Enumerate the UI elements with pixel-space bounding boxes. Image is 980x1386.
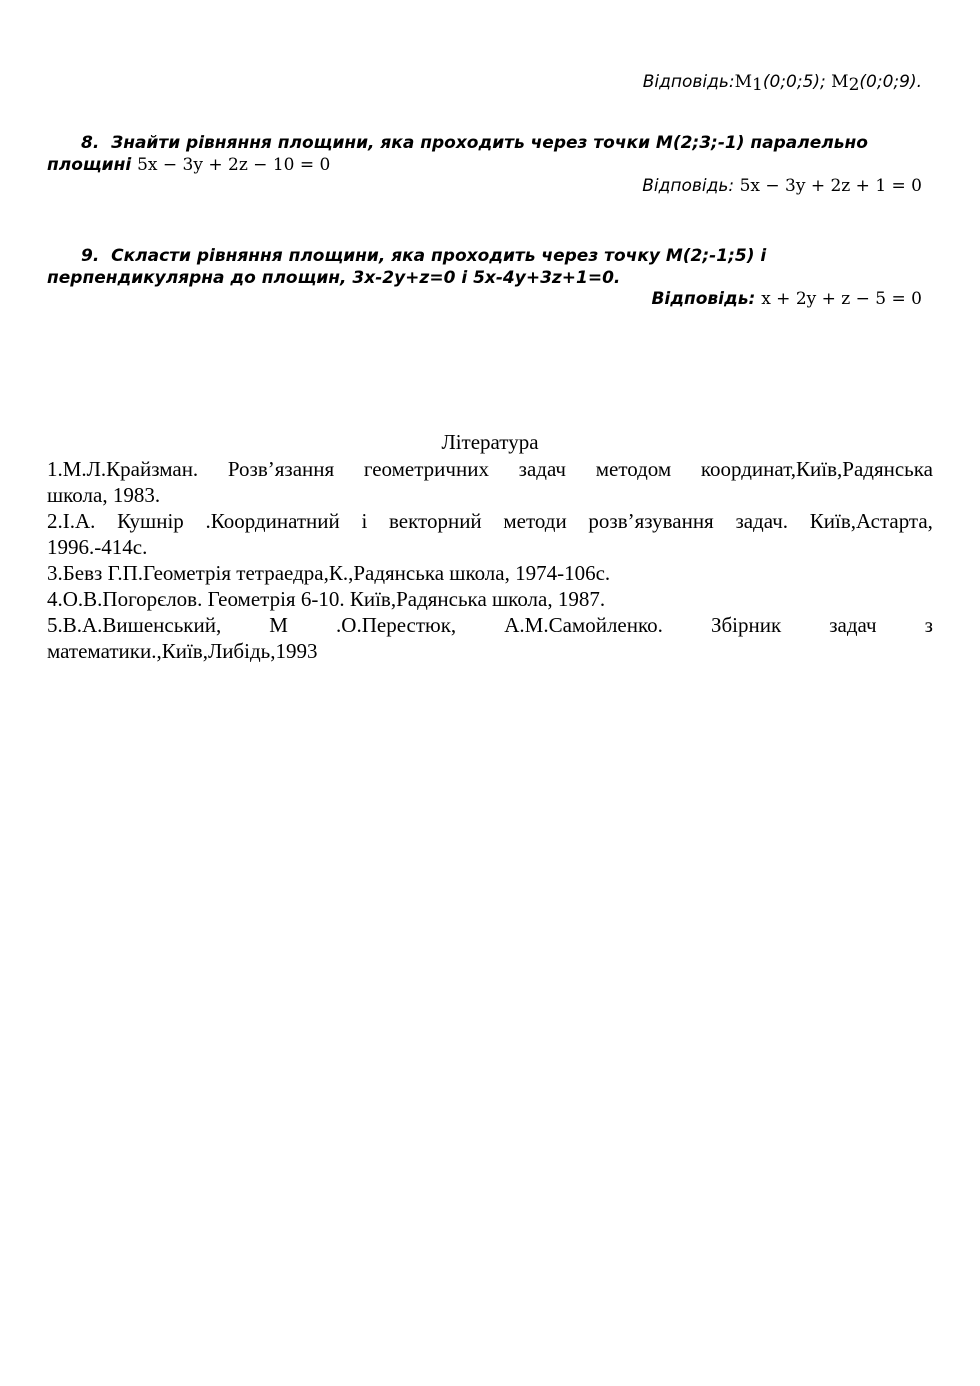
literature-item-2-line-2: 1996.-414с. bbox=[47, 535, 148, 559]
task-9-answer-equation: x + 2y + z − 5 = 0 bbox=[761, 289, 922, 309]
literature-word: координат,Київ,Радянська bbox=[700, 457, 933, 481]
literature-item-1-line-2: школа, 1983. bbox=[47, 483, 161, 507]
point-m1-coords: (0;0;5); bbox=[762, 72, 826, 92]
literature-item bbox=[47, 508, 933, 560]
literature-item bbox=[47, 586, 933, 612]
task-8-text: Знайти рівняння площини, яка проходить через точки М(2;3;-1) паралельно bbox=[111, 133, 868, 153]
literature-item-5-line-2: математики.,Київ,Либідь,1993 bbox=[47, 639, 318, 663]
task-8-equation: 5x − 3y + 2z − 10 = 0 bbox=[137, 155, 331, 175]
point-m1-subscript: 1 bbox=[752, 75, 763, 95]
literature-word: векторний bbox=[389, 509, 482, 533]
previous-answer bbox=[643, 72, 922, 95]
answer-label: Відповідь: bbox=[642, 72, 735, 92]
literature-item bbox=[47, 612, 933, 664]
literature-word: методи bbox=[503, 509, 567, 533]
literature-word: Київ,Астарта, bbox=[809, 509, 933, 533]
literature-word: геометричних bbox=[363, 457, 489, 481]
literature-word: з bbox=[924, 613, 933, 637]
literature-word: .Координатний bbox=[205, 509, 340, 533]
task-9-text: Скласти рівняння площини, яка проходить через точку М(2;-1;5) і bbox=[111, 246, 767, 266]
task-8-text-continued: площині bbox=[47, 155, 132, 175]
literature-word: Збірник bbox=[710, 613, 782, 637]
task-8-number: 8. bbox=[81, 133, 100, 153]
point-m2: M bbox=[831, 72, 849, 92]
literature-word: розв’язування bbox=[588, 509, 714, 533]
literature-word: методом bbox=[595, 457, 672, 481]
literature-item-3-line-1: 3.Бевз Г.П.Геометрія тетраедра,К.,Радянська школа, 1974-106с. bbox=[47, 561, 611, 585]
literature-item-1-line-1 bbox=[47, 456, 933, 482]
literature-word: задач. bbox=[735, 509, 789, 533]
literature-item bbox=[47, 456, 933, 508]
literature-word: і bbox=[361, 509, 368, 533]
literature-item-5-line-1 bbox=[47, 612, 933, 638]
literature-word: 1.М.Л.Крайзман. bbox=[47, 457, 199, 481]
literature-item-4-line-1: 4.О.В.Погорєлов. Геометрія 6-10. Київ,Радянська школа, 1987. bbox=[47, 587, 606, 611]
point-m2-coords: (0;0;9). bbox=[859, 72, 922, 92]
task-9-answer bbox=[651, 289, 922, 309]
literature-word: 5.В.А.Вишенський, bbox=[47, 613, 222, 637]
point-m1: M bbox=[734, 72, 753, 92]
task-8-answer-label: Відповідь: bbox=[642, 176, 735, 196]
point-m2-subscript: 2 bbox=[848, 75, 860, 95]
literature-word: 2.І.А. bbox=[47, 509, 96, 533]
literature-word: Розв’язання bbox=[227, 457, 335, 481]
task-9-number: 9. bbox=[81, 246, 100, 266]
task-9-answer-label: Відповідь: bbox=[651, 289, 756, 309]
task-9 bbox=[47, 245, 887, 289]
literature-item-2-line-1 bbox=[47, 508, 933, 534]
literature-item bbox=[47, 560, 933, 586]
literature-word: задач bbox=[518, 457, 566, 481]
literature-word: А.М.Самойленко. bbox=[504, 613, 663, 637]
literature-word: .О.Перестюк, bbox=[336, 613, 457, 637]
task-9-text-continued: перпендикулярна до площин, 3x-2y+z=0 і 5x-4y+3z+1=0. bbox=[47, 268, 621, 288]
task-8-answer bbox=[642, 176, 922, 196]
task-8 bbox=[47, 132, 887, 176]
literature-title: Література bbox=[441, 430, 539, 454]
task-8-answer-equation: 5x − 3y + 2z + 1 = 0 bbox=[739, 176, 922, 196]
literature-word: задач bbox=[829, 613, 877, 637]
literature-word: Кушнір bbox=[117, 509, 184, 533]
literature-word: М bbox=[269, 613, 288, 637]
literature-list bbox=[47, 456, 933, 664]
